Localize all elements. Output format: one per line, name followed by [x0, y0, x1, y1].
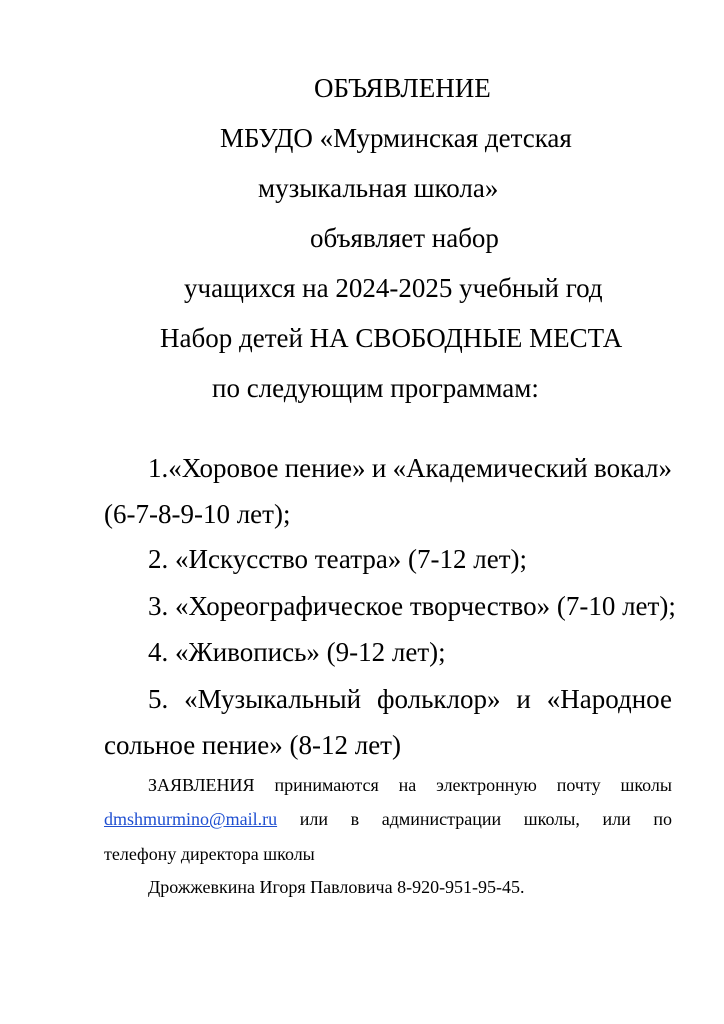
announces-enrollment: объявляет набор [310, 223, 499, 253]
program-5-word: фольклор» [376, 684, 501, 714]
applications-line-3: телефону директора школы [104, 844, 315, 864]
program-5-continuation: сольное пение» (8-12 лет) [104, 730, 401, 760]
program-5-word: «Народное [546, 684, 672, 714]
program-4: 4. «Живопись» (9-12 лет); [148, 637, 446, 667]
program-2: 2. «Искусство театра» (7-12 лет); [148, 544, 528, 574]
applications-word: или [299, 809, 328, 829]
program-1-word: «Академический [392, 453, 588, 483]
program-1-word: пение» [284, 453, 366, 483]
applications-word: по [653, 809, 672, 829]
applications-word: или [602, 809, 631, 829]
applications-word: принимаются [274, 775, 379, 795]
org-name-line-2: музыкальная школа» [258, 173, 499, 203]
applications-word: администрации [381, 809, 502, 829]
free-places-line: Набор детей НА СВОБОДНЫЕ МЕСТА [160, 323, 623, 353]
announcement-title: ОБЪЯВЛЕНИЕ [314, 73, 491, 103]
applications-word: школы, [523, 809, 580, 829]
director-contact: Дрожжевкина Игоря Павловича 8-920-951-95-45. [148, 877, 525, 897]
academic-year-line: учащихся на 2024-2025 учебный год [184, 273, 603, 303]
applications-word: электронную [436, 775, 537, 795]
program-1-ages: (6-7-8-9-10 лет); [104, 499, 291, 529]
program-3: 3. «Хореографическое творчество» (7-10 лет); [148, 591, 676, 621]
programs-intro: по следующим программам: [212, 373, 539, 403]
applications-word: на [398, 775, 417, 795]
applications-word: ЗАЯВЛЕНИЯ [148, 775, 255, 795]
applications-line-1 [148, 774, 672, 796]
program-1 [148, 452, 672, 484]
applications-word: почту [556, 775, 601, 795]
email-link[interactable]: dmshmurmino@mail.ru [104, 809, 278, 829]
program-5-word: 5. [148, 684, 169, 714]
program-1-word: 1.«Хоровое [148, 453, 279, 483]
program-5-word: и [516, 684, 531, 714]
applications-word: школы [620, 775, 672, 795]
program-5 [148, 683, 672, 715]
applications-word: в [350, 809, 360, 829]
org-name-line-1: МБУДО «Мурминская детская [220, 123, 572, 153]
applications-line-2 [104, 808, 672, 830]
program-5-word: «Музыкальный [184, 684, 362, 714]
program-1-word: вокал» [594, 453, 672, 483]
program-1-word: и [371, 453, 387, 483]
